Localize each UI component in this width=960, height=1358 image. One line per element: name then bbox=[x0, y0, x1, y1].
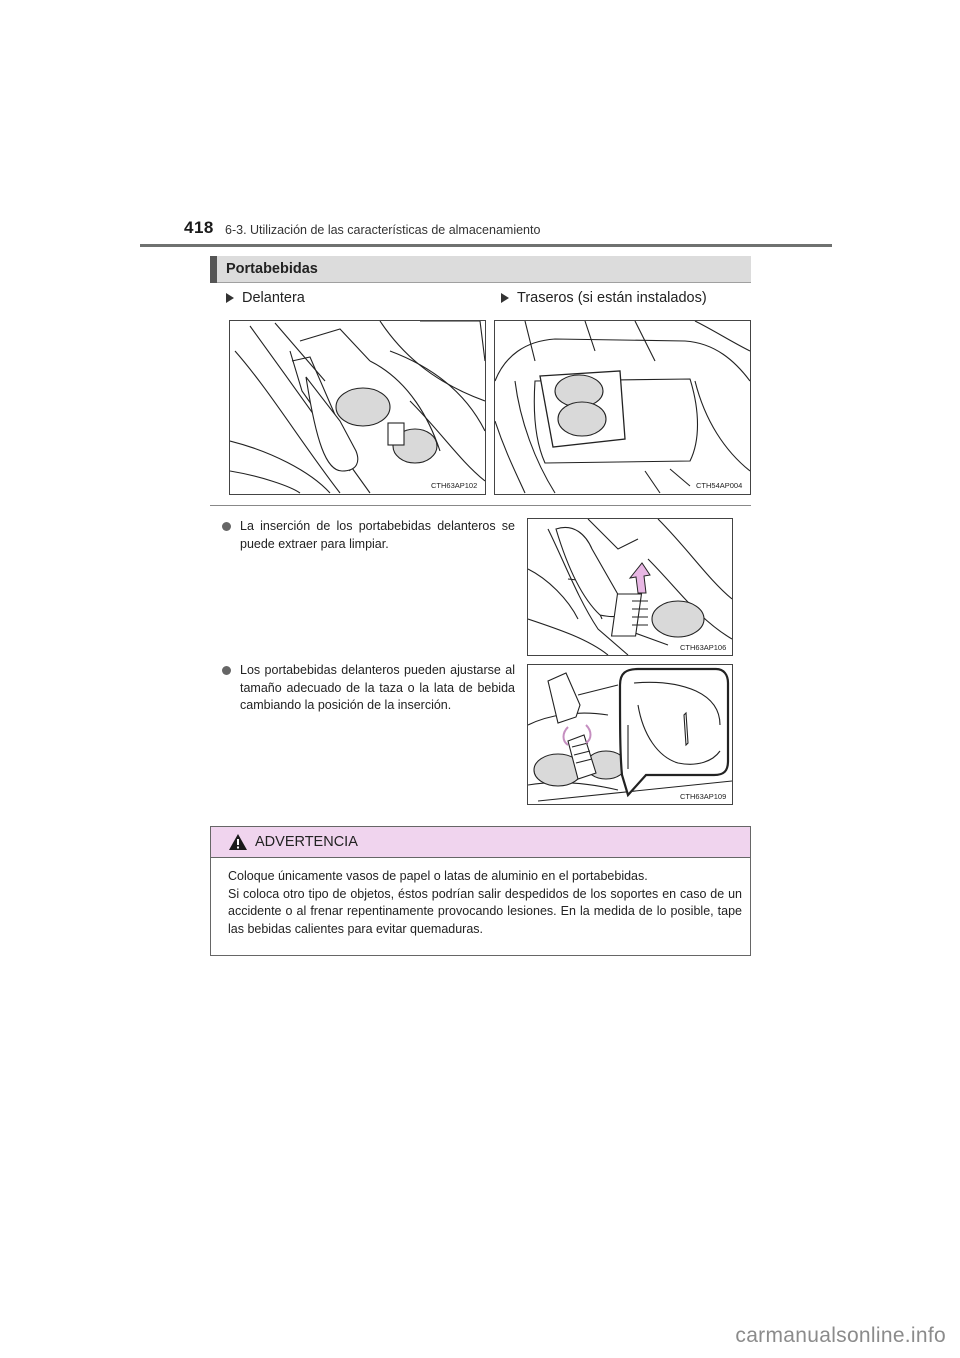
insert-adjust-figure bbox=[527, 664, 733, 805]
warning-title: ADVERTENCIA bbox=[255, 834, 358, 850]
lift-arrow-icon bbox=[630, 563, 650, 593]
section-title: Portabebidas bbox=[226, 261, 318, 277]
front-cupholder-figure bbox=[229, 320, 486, 495]
removed-insert bbox=[612, 594, 642, 636]
figure-code: CTH54AP004 bbox=[696, 481, 743, 490]
front-subheading bbox=[226, 290, 305, 306]
rear-cup-bottom bbox=[558, 402, 606, 436]
warning-body bbox=[228, 868, 742, 938]
cup-insert bbox=[388, 423, 404, 445]
warning-line: Si coloca otro tipo de objetos, éstos podrían salir despedidos de los soportes en caso de un accidente o al frenar repentinamente provocando lesiones. En la medida de lo posible, tape las bebidas calientes para evitar quemaduras. bbox=[228, 886, 742, 936]
rear-label: Traseros (si están instalados) bbox=[517, 290, 707, 306]
bullet-dot-icon bbox=[222, 666, 231, 675]
figure-code: CTH63AP102 bbox=[431, 481, 478, 490]
watermark: carmanualsonline.info bbox=[735, 1324, 946, 1347]
bullet-item bbox=[222, 518, 515, 553]
section-divider bbox=[210, 505, 751, 506]
insert-piece-top bbox=[548, 673, 580, 723]
rear-cupholder-figure bbox=[494, 320, 751, 495]
warning-line: Coloque únicamente vasos de papel o latas de aluminio en el portabebidas. bbox=[228, 869, 648, 883]
warning-box bbox=[210, 826, 751, 956]
bullet-text: Los portabebidas delanteros pueden ajustarse al tamaño adecuado de la taza o la lata de bebida cambiando la posición de la inserción. bbox=[240, 663, 515, 713]
insert-removal-figure bbox=[527, 518, 733, 656]
bullet-text: La inserción de los portabebidas delanteros se puede extraer para limpiar. bbox=[240, 519, 515, 551]
warning-triangle-icon bbox=[228, 833, 248, 851]
section-bar-stripe bbox=[210, 256, 217, 283]
figure-code: CTH63AP106 bbox=[680, 643, 727, 652]
warning-header bbox=[211, 827, 750, 858]
rear-cupholder-illustration bbox=[495, 321, 750, 494]
chapter-heading: 6-3. Utilización de las características de almacenamiento bbox=[225, 223, 541, 237]
triangle-marker-icon bbox=[501, 293, 509, 303]
section-title-bar bbox=[210, 256, 751, 283]
triangle-marker-icon bbox=[226, 293, 234, 303]
insert-adjust-illustration bbox=[528, 665, 732, 804]
header-rule bbox=[140, 244, 832, 247]
insert-removal-illustration bbox=[528, 519, 732, 655]
magnified-callout bbox=[620, 669, 728, 795]
cup-well bbox=[652, 601, 704, 637]
figure-code: CTH63AP109 bbox=[680, 792, 727, 801]
bullet-item bbox=[222, 662, 515, 715]
front-label: Delantera bbox=[242, 290, 305, 306]
rear-subheading bbox=[501, 290, 707, 306]
front-cupholder-illustration bbox=[230, 321, 485, 494]
page-number: 418 bbox=[184, 218, 214, 237]
front-cup-left bbox=[336, 388, 390, 426]
bullet-dot-icon bbox=[222, 522, 231, 531]
